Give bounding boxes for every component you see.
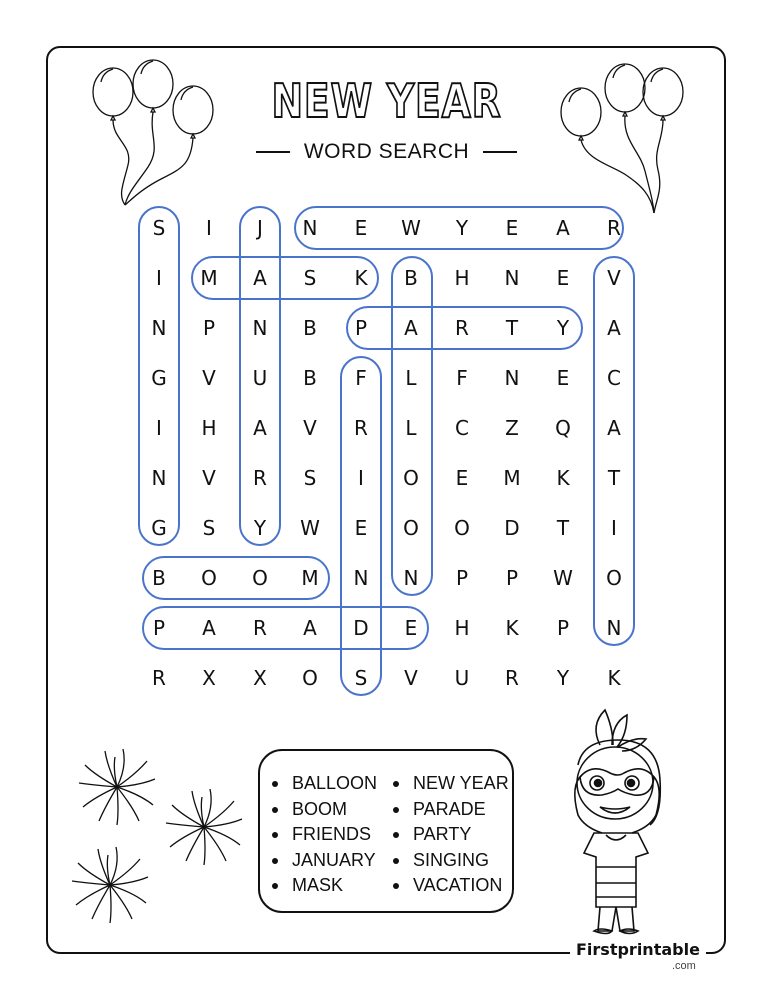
grid-cell[interactable]: S xyxy=(152,216,166,240)
grid-cell[interactable]: N xyxy=(504,366,520,390)
bullet-icon xyxy=(272,807,278,813)
bullet-icon xyxy=(272,832,278,838)
grid-cell[interactable]: N xyxy=(353,566,369,590)
grid-cell[interactable]: K xyxy=(607,666,621,690)
grid-cell[interactable]: R xyxy=(505,666,519,690)
grid-cell[interactable]: Z xyxy=(505,416,519,440)
bullet-icon xyxy=(393,832,399,838)
grid-cell[interactable]: R xyxy=(253,466,267,490)
word-list-item xyxy=(393,873,509,899)
grid-cell[interactable]: E xyxy=(354,216,368,240)
word-list-item xyxy=(393,848,509,874)
word-list-item xyxy=(272,848,377,874)
bullet-icon xyxy=(272,858,278,864)
grid-cell[interactable]: Y xyxy=(253,516,267,540)
brand-name: Firstprintable xyxy=(570,940,706,959)
grid-cell[interactable]: M xyxy=(200,266,218,290)
grid-cell[interactable]: T xyxy=(505,316,519,340)
grid-cell[interactable]: N xyxy=(252,316,268,340)
word-list-item xyxy=(393,771,509,797)
grid-cell[interactable]: W xyxy=(401,216,421,240)
grid-cell[interactable]: S xyxy=(202,516,216,540)
grid-cell[interactable]: I xyxy=(206,216,212,240)
grid-cell[interactable]: O xyxy=(403,466,419,490)
grid-cell[interactable]: A xyxy=(556,216,570,240)
grid-cell[interactable]: N xyxy=(504,266,520,290)
grid-cell[interactable]: B xyxy=(303,366,317,390)
grid-cell[interactable]: I xyxy=(611,516,617,540)
grid-cell[interactable]: O xyxy=(454,516,470,540)
grid-cell[interactable]: E xyxy=(354,516,368,540)
grid-cell[interactable]: K xyxy=(505,616,519,640)
grid-cell[interactable]: Q xyxy=(555,416,571,440)
word-list-item xyxy=(272,873,377,899)
firework-icon xyxy=(68,843,152,927)
grid-cell[interactable]: D xyxy=(504,516,520,540)
word-label: BOOM xyxy=(292,798,348,819)
page-subtitle xyxy=(0,140,773,164)
grid-cell[interactable]: O xyxy=(302,666,318,690)
grid-cell[interactable]: I xyxy=(156,416,162,440)
word-list-right xyxy=(393,771,509,899)
word-search-grid xyxy=(134,203,639,703)
grid-cell[interactable]: S xyxy=(303,466,317,490)
grid-cell[interactable]: Y xyxy=(556,666,570,690)
word-label: SINGING xyxy=(413,849,490,870)
grid-cell[interactable]: T xyxy=(607,466,621,490)
grid-cell[interactable]: R xyxy=(607,216,621,240)
bullet-icon xyxy=(393,858,399,864)
grid-cell[interactable]: H xyxy=(201,416,217,440)
grid-cell[interactable]: P xyxy=(354,316,368,340)
grid-cell[interactable]: T xyxy=(556,516,570,540)
grid-cell[interactable]: P xyxy=(202,316,216,340)
word-label: JANUARY xyxy=(292,849,376,870)
grid-cell[interactable]: A xyxy=(202,616,216,640)
word-label: PARTY xyxy=(413,824,472,844)
grid-cell[interactable]: W xyxy=(300,516,320,540)
bullet-icon xyxy=(393,807,399,813)
word-list-box xyxy=(258,749,514,913)
grid-cell[interactable]: G xyxy=(151,366,167,390)
grid-cell[interactable]: I xyxy=(156,266,162,290)
word-list-item xyxy=(393,822,509,848)
grid-cell[interactable]: D xyxy=(353,616,369,640)
subtitle-dash-right xyxy=(483,151,517,153)
grid-cell[interactable]: W xyxy=(553,566,573,590)
grid-cell[interactable]: P xyxy=(505,566,519,590)
grid-cell[interactable]: O xyxy=(201,566,217,590)
grid-cell[interactable]: B xyxy=(404,266,418,290)
grid-cell[interactable]: G xyxy=(151,516,167,540)
grid-cell[interactable]: V xyxy=(404,666,418,690)
grid-cell[interactable]: A xyxy=(404,316,418,340)
grid-cell[interactable]: X xyxy=(202,666,216,690)
grid-cell[interactable]: V xyxy=(202,466,216,490)
grid-cell[interactable]: O xyxy=(252,566,268,590)
grid-cell[interactable]: K xyxy=(354,266,368,290)
firework-icon xyxy=(162,785,246,869)
grid-cell[interactable]: B xyxy=(152,566,166,590)
grid-cell[interactable]: V xyxy=(607,266,621,290)
word-label: NEW YEAR xyxy=(413,773,509,793)
grid-cell[interactable]: M xyxy=(503,466,521,490)
grid-cell[interactable]: P xyxy=(455,566,469,590)
grid-cell[interactable]: S xyxy=(354,666,368,690)
word-list-item xyxy=(272,822,377,848)
grid-cell[interactable]: C xyxy=(455,416,469,440)
grid-cell[interactable]: E xyxy=(455,466,469,490)
grid-cell[interactable]: U xyxy=(454,666,470,690)
grid-cell[interactable]: B xyxy=(303,316,317,340)
bullet-icon xyxy=(272,883,278,889)
grid-cell[interactable]: A xyxy=(253,416,267,440)
word-label: FRIENDS xyxy=(292,824,372,844)
bullet-icon xyxy=(393,883,399,889)
brand-suffix: .com xyxy=(672,960,696,972)
word-list-item xyxy=(272,797,377,823)
grid-cell[interactable]: M xyxy=(301,566,319,590)
grid-cell[interactable]: V xyxy=(303,416,317,440)
grid-cell[interactable]: C xyxy=(607,366,621,390)
grid-cell[interactable]: R xyxy=(152,666,166,690)
grid-cell[interactable]: Y xyxy=(556,316,570,340)
grid-cell[interactable]: E xyxy=(556,266,570,290)
grid-cell[interactable]: U xyxy=(252,366,268,390)
grid-cell[interactable]: R xyxy=(455,316,469,340)
grid-cell[interactable]: N xyxy=(403,566,419,590)
grid-cell[interactable]: H xyxy=(454,616,470,640)
bullet-icon xyxy=(393,781,399,787)
bullet-icon xyxy=(272,781,278,787)
word-label: PARADE xyxy=(413,798,486,819)
grid-cell[interactable]: S xyxy=(303,266,317,290)
grid-cell[interactable]: A xyxy=(607,416,621,440)
grid-cell[interactable]: A xyxy=(253,266,267,290)
grid-cell[interactable]: E xyxy=(556,366,570,390)
grid-cell[interactable]: E xyxy=(505,216,519,240)
word-label: BALLOON xyxy=(292,773,378,793)
grid-cell[interactable]: J xyxy=(257,216,263,240)
grid-cell[interactable]: Y xyxy=(455,216,469,240)
grid-cell[interactable]: I xyxy=(358,466,364,490)
grid-cell[interactable]: N xyxy=(302,216,318,240)
grid-cell[interactable]: L xyxy=(405,366,417,390)
grid-cell[interactable]: P xyxy=(556,616,570,640)
subtitle-text: WORD SEARCH xyxy=(303,140,470,163)
grid-cell[interactable]: H xyxy=(454,266,470,290)
kid-with-mask-icon xyxy=(560,705,670,940)
grid-cell[interactable]: A xyxy=(303,616,317,640)
grid-cell[interactable]: L xyxy=(405,416,417,440)
grid-cell[interactable]: P xyxy=(152,616,166,640)
grid-cell[interactable]: A xyxy=(607,316,621,340)
word-list-left xyxy=(272,771,377,899)
grid-cell[interactable]: R xyxy=(354,416,368,440)
grid-cell[interactable]: O xyxy=(403,516,419,540)
word-label: VACATION xyxy=(413,875,503,895)
grid-cell[interactable]: O xyxy=(606,566,622,590)
firework-icon xyxy=(75,745,159,829)
subtitle-dash-left xyxy=(256,151,290,153)
grid-cell[interactable]: F xyxy=(355,366,367,390)
grid-cell[interactable]: E xyxy=(404,616,418,640)
grid-cell[interactable]: N xyxy=(606,616,622,640)
word-list-item xyxy=(393,797,509,823)
word-label: MASK xyxy=(292,875,344,895)
grid-cell[interactable]: N xyxy=(151,316,167,340)
grid-cell[interactable]: V xyxy=(202,366,216,390)
grid-cell[interactable]: N xyxy=(151,466,167,490)
grid-cell[interactable]: F xyxy=(456,366,468,390)
page-title: NEW YEAR xyxy=(271,74,502,128)
word-list-item xyxy=(272,771,377,797)
grid-cell[interactable]: K xyxy=(556,466,570,490)
grid-cell[interactable]: X xyxy=(253,666,267,690)
grid-cell[interactable]: R xyxy=(253,616,267,640)
